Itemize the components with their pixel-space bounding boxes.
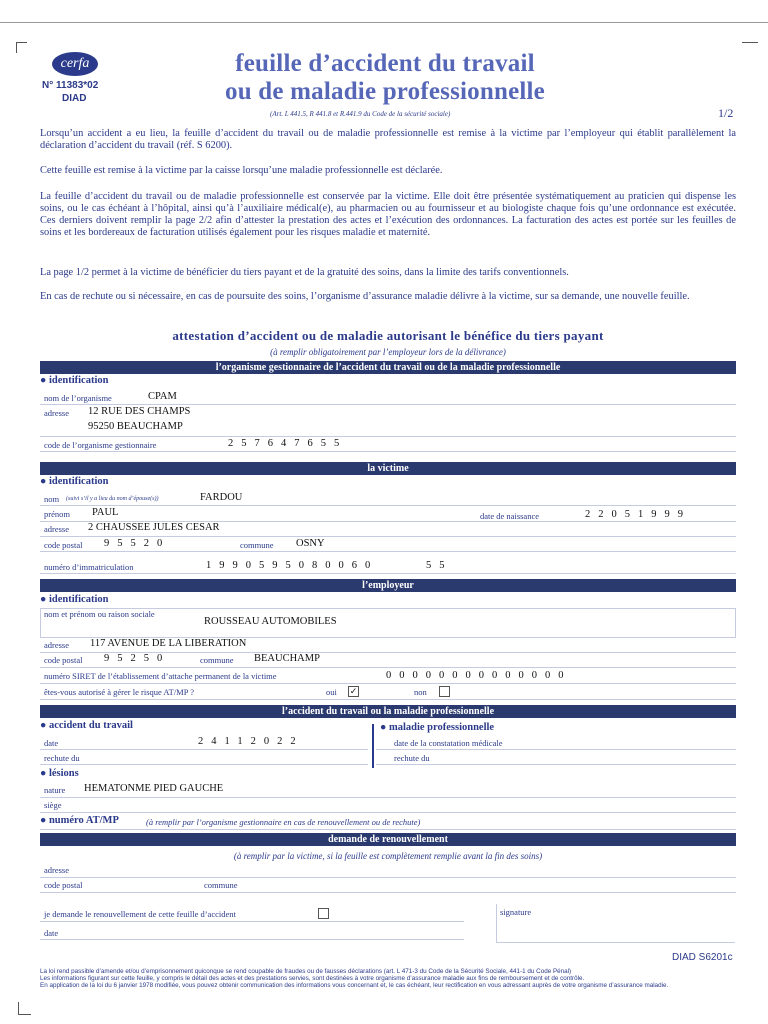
field-line [40, 505, 736, 506]
field-line [40, 921, 464, 922]
adresse-organisme-line1[interactable]: 12 RUE DES CHAMPS [88, 406, 191, 417]
section-band-victime: la victime [40, 462, 736, 475]
page-title-line2: ou de maladie professionnelle [225, 78, 545, 105]
siege-label: siège [44, 800, 62, 810]
attestation-title: attestation d’accident ou de maladie autorisant le bénéfice du tiers payant [172, 328, 604, 343]
section-band-employeur: l’employeur [40, 579, 736, 592]
section-band-organisme: l’organisme gestionnaire de l’accident du travail ou de la maladie professionnelle [40, 361, 736, 374]
lesions-heading: ● lésions [40, 768, 79, 779]
raison-sociale-box [40, 608, 736, 638]
nature-lesion-field[interactable]: HEMATONME PIED GAUCHE [84, 783, 224, 794]
code-postal-label: code postal [44, 880, 83, 890]
oui-label: oui [326, 687, 337, 697]
intro-paragraph: La feuille d’accident du travail ou de maladie professionnelle est conservée par la victime. Elle doit être présentée systématiquement au praticien qui dispense les soins, ou le cas échéant à l’hôpital, ainsi qu’à l’auxiliaire médical(e), au pharmacien ou au fournisseur et au biologiste chaque fois qu’une ordonnance est exécutée. Ces derniers doivent remplir la page 2/2 afin d’attester la prestation des actes et l’exécution des ordonnances. La facturation des actes est portée sur les feuilles de soins et les bordereaux de facturation utilisés également pour les risques maladie et maternité. [40, 191, 736, 238]
immatriculation-field[interactable]: 1990595080060 [206, 560, 379, 571]
adresse-label: adresse [44, 524, 70, 534]
signature-label: signature [500, 907, 532, 917]
non-checkbox[interactable] [439, 686, 450, 697]
code-postal-label: code postal [44, 540, 83, 550]
field-line [376, 764, 736, 765]
demande-renouvellement-label: je demande le renouvellement de cette feuille d’accident [44, 909, 236, 919]
field-line [40, 683, 736, 684]
nom-victime-field[interactable]: FARDOU [200, 492, 243, 503]
renouvellement-checkbox[interactable] [318, 908, 329, 919]
prenom-victime-field[interactable]: PAUL [92, 507, 119, 518]
corner-mark [16, 42, 27, 53]
adresse-label: adresse [44, 865, 70, 875]
field-line [40, 939, 464, 940]
siret-field[interactable]: 00000000000000 [386, 670, 572, 681]
field-line [40, 797, 736, 798]
field-line [40, 551, 736, 552]
field-line [40, 667, 736, 668]
commune-label: commune [240, 540, 274, 550]
commune-label: commune [200, 655, 234, 665]
top-rule [0, 22, 768, 23]
accident-travail-heading: ● accident du travail [40, 720, 133, 731]
intro-paragraph: Lorsqu’un accident a eu lieu, la feuille d’accident du travail ou de maladie professionnelle est remise à la victime par l’employeur qui établit parallèlement la déclaration d’accident du travail (réf. S 6200). [40, 128, 736, 151]
intro-paragraph: Cette feuille est remise à la victime par la caisse lorsqu’une maladie professionnelle est déclarée. [40, 165, 443, 176]
form-reference: DIAD S6201c [672, 952, 733, 963]
renouvellement-subtitle: (à remplir par la victime, si la feuille est complètement remplie avant la fin des soins) [233, 851, 543, 861]
page-title: feuille d’accident du travail [235, 50, 535, 77]
form-code: DIAD [62, 93, 87, 104]
raison-sociale-field[interactable]: ROUSSEAU AUTOMOBILES [204, 616, 337, 627]
code-postal-label: code postal [44, 655, 83, 665]
nom-organisme-label: nom de l’organisme [44, 393, 112, 403]
legal-notice-line: La loi rend passible d’amende et/ou d’emprisonnement quiconque se rend coupable de fraudes ou de fausses déclarations (art. L 471-3 du Code de la Sécurité Sociale, 441-1 du Code Pénal) [40, 968, 572, 975]
immatriculation-key-field[interactable]: 55 [426, 560, 453, 571]
identification-heading: ● identification [40, 375, 109, 386]
numero-atmp-note: (à remplir par l’organisme gestionnaire en cas de renouvellement ou de rechute) [146, 817, 421, 827]
field-line [40, 829, 736, 830]
adresse-label: adresse [44, 640, 70, 650]
cerfa-number: N° 11383*02 [42, 80, 99, 91]
field-line [40, 892, 736, 893]
nature-label: nature [44, 785, 66, 795]
column-separator [372, 724, 374, 768]
intro-paragraph: La page 1/2 permet à la victime de bénéficier du tiers payant et de la gratuité des soins, dans la limite des tarifs conventionnels. [40, 267, 569, 278]
non-label: non [414, 687, 427, 697]
intro-paragraph: En cas de rechute ou si nécessaire, en cas de poursuite des soins, l’organisme d’assurance maladie délivre à la victime, sur sa demande, une nouvelle feuille. [40, 291, 690, 302]
signature-area[interactable] [496, 904, 735, 943]
cerfa-logo: cerfa [52, 52, 98, 76]
field-line [40, 436, 736, 437]
section-band-accident: l’accident du travail ou la maladie professionnelle [40, 705, 736, 718]
rechute-mp-label: rechute du [394, 753, 430, 763]
date-label: date [44, 928, 59, 938]
field-line [376, 749, 736, 750]
code-postal-employeur-field[interactable]: 95250 [104, 653, 171, 664]
field-line [40, 451, 736, 452]
nom-label: nom [44, 494, 60, 504]
field-line [40, 699, 736, 700]
siret-label: numéro SIRET de l’établissement d’attache permanent de la victime [44, 671, 277, 681]
numero-atmp-heading: ● numéro AT/MP [40, 815, 119, 826]
risque-atmp-label: êtes-vous autorisé à gérer le risque AT/MP ? [44, 687, 195, 697]
date-naissance-label: date de naissance [480, 511, 539, 521]
field-line [40, 749, 368, 750]
rechute-label: rechute du [44, 753, 80, 763]
nom-organisme-field[interactable]: CPAM [148, 391, 177, 402]
code-postal-victime-field[interactable]: 95520 [104, 538, 171, 549]
nom-note: (suivi s’il y a lieu du nom d’épouse(s)) [66, 496, 159, 502]
field-line [40, 404, 736, 405]
legal-notice-line: En application de la loi du 6 janvier 1978 modifiée, vous pouvez obtenir communication des informations vous concernant et, le cas échéant, leur rectification en vous adressant auprès de votre organisme d’assurance maladie. [40, 982, 669, 989]
identification-heading: ● identification [40, 594, 109, 605]
prenom-label: prénom [44, 509, 70, 519]
adresse-employeur-field[interactable]: 117 AVENUE DE LA LIBERATION [90, 638, 247, 649]
legal-reference: (Art. L 441.5, R 441.8 et R.441.9 du Code de la sécurité sociale) [270, 110, 451, 118]
date-naissance-field[interactable]: 22051999 [585, 509, 691, 520]
corner-mark [18, 1002, 31, 1015]
field-line [40, 764, 368, 765]
adresse-organisme-line2[interactable]: 95250 BEAUCHAMP [88, 421, 183, 432]
raison-sociale-label: nom et prénom ou raison sociale [44, 609, 155, 619]
commune-victime-field[interactable]: OSNY [296, 538, 325, 549]
constatation-label: date de la constatation médicale [394, 738, 503, 748]
code-organisme-field[interactable]: 257647655 [228, 438, 348, 449]
commune-employeur-field[interactable]: BEAUCHAMP [254, 653, 320, 664]
field-line [40, 573, 736, 574]
field-line [40, 812, 736, 813]
date-label: date [44, 738, 59, 748]
maladie-professionnelle-heading: ● maladie professionnelle [380, 722, 495, 733]
page-indicator: 1/2 [718, 106, 734, 120]
field-line [40, 536, 736, 537]
date-accident-field[interactable]: 24112022 [198, 736, 304, 747]
code-organisme-label: code de l’organisme gestionnaire [44, 440, 157, 450]
oui-checkbox[interactable]: ✓ [349, 686, 358, 696]
corner-mark [742, 42, 758, 43]
adresse-victime-field[interactable]: 2 CHAUSSEE JULES CESAR [88, 522, 220, 533]
legal-notice-line: Les informations figurant sur cette feuille, y compris le détail des actes et des prestations servies, sont destinées à votre organisme d’assurance maladie aux fins de remboursement et de contrôle. [40, 975, 585, 982]
immatriculation-label: numéro d’immatriculation [44, 562, 134, 572]
section-band-renouvellement: demande de renouvellement [40, 833, 736, 846]
attestation-subtitle: (à remplir obligatoirement par l’employeur lors de la délivrance) [270, 347, 506, 357]
adresse-label: adresse [44, 408, 70, 418]
field-line [40, 877, 736, 878]
identification-heading: ● identification [40, 476, 109, 487]
legal-notice [40, 968, 740, 989]
commune-label: commune [204, 880, 238, 890]
